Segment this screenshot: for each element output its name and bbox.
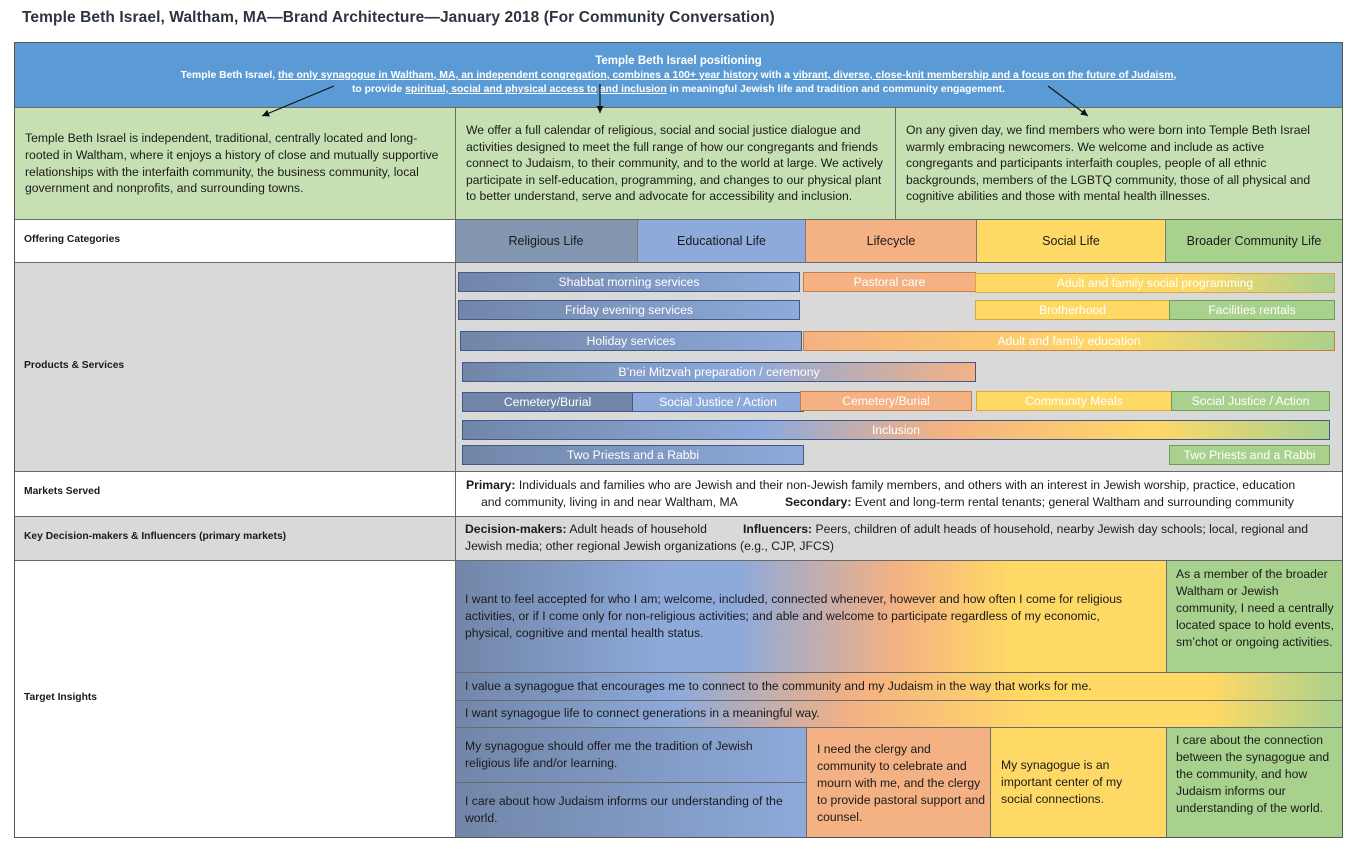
category-lifecycle: Lifecycle [806, 219, 977, 262]
insight-member: As a member of the broader Waltham or Jewish community, I need a centrally located space to hold events, sm’chot or ongoing activities. [1176, 567, 1334, 649]
row-label-decision: Key Decision-makers & Influencers (primary markets) [24, 531, 287, 542]
product-cemetery-burial-lifecycle: Cemetery/Burial [800, 391, 972, 411]
gridline [15, 262, 1342, 263]
positioning-history-link: the only synagogue in Waltham, MA, an independent congregation, combines a 100+ year history [278, 70, 758, 81]
product-social-justice-community: Social Justice / Action [1171, 391, 1330, 411]
insight-clergy: I need the clergy and community to celebrate and mourn with me, and the clergy to provide pastoral support and counsel. [817, 742, 986, 824]
product-adult-family-education: Adult and family education [803, 331, 1335, 351]
category-religious-life: Religious Life [455, 219, 638, 262]
product-facilities-rentals: Facilities rentals [1169, 300, 1335, 320]
row-label-markets: Markets Served [24, 486, 101, 497]
pillar-community: On any given day, we find members who were born into Temple Beth Israel warmly embracing newcomers. We welcome and include as active congregants and participants interfaith couples, people of all ethnic backgrounds, members of the LGBTQ community, those of all physical and cognitive abilities and those with mental health illnesses. [896, 108, 1342, 219]
markets-primary-label: Primary: [466, 478, 516, 492]
insight-value: I value a synagogue that encourages me to connect to the community and my Judaism in the way that works for me. [465, 679, 1092, 693]
product-shabbat-morning-services: Shabbat morning services [458, 272, 800, 292]
insight-informs: I care about how Judaism informs our understanding of the world. [465, 794, 783, 825]
positioning-text: , [1173, 70, 1177, 81]
insight-tradition: My synagogue should offer me the tradition of Jewish religious life and/or learning. [465, 739, 753, 770]
gridline [455, 782, 806, 783]
positioning-heading: Temple Beth Israel positioning [595, 55, 762, 67]
gridline [455, 727, 1342, 728]
gridline [1166, 728, 1167, 837]
page-title: Temple Beth Israel, Waltham, MA—Brand Architecture—January 2018 (For Community Conversation) [22, 9, 775, 26]
decision-makers [465, 521, 707, 538]
gridline [455, 108, 456, 837]
gridline [15, 560, 1342, 561]
product-holiday-services: Holiday services [460, 331, 802, 351]
category-broader-community-life: Broader Community Life [1166, 219, 1342, 262]
decision-makers-text: Adult heads of household [566, 522, 707, 536]
positioning-text: Temple Beth Israel, [180, 70, 279, 81]
positioning-line-2 [15, 84, 1342, 95]
influencers-continued: Jewish media; other regional Jewish organizations (e.g., CJP, JFCS) [465, 539, 834, 553]
gridline [455, 672, 1342, 673]
product-adult-family-social-programming: Adult and family social programming [975, 273, 1335, 293]
markets-secondary [785, 494, 1294, 511]
product-two-priests-rabbi-left: Two Priests and a Rabbi [462, 445, 804, 465]
insight-accepted: I want to feel accepted for who I am; welcome, included, connected whenever, however and how often I come for religious activities, or if I come only for non-religious activities; and able and welcome to participate regardless of my economic, physical, cognitive and mental health status. [465, 592, 1123, 640]
decision-makers-label: Decision-makers: [465, 522, 567, 536]
row-label-products: Products & Services [24, 360, 125, 371]
positioning-banner [15, 43, 1342, 107]
positioning-text: in meaningful Jewish life and tradition and community engagement. [666, 84, 1006, 95]
gridline [15, 471, 1342, 472]
gridline [895, 108, 896, 219]
product-community-meals: Community Meals [976, 391, 1172, 411]
product-brotherhood: Brotherhood [975, 300, 1170, 320]
markets-primary-text: Individuals and families who are Jewish and their non-Jewish family members, and others with an interest in Jewish worship, practice, education [515, 478, 1296, 492]
insight-center: My synagogue is an important center of my social connections. [1001, 758, 1123, 806]
gridline [806, 728, 807, 837]
product-friday-evening-services: Friday evening services [458, 300, 800, 320]
positioning-access-link: spiritual, social and physical access to [405, 84, 597, 95]
product-pastoral-care: Pastoral care [803, 272, 976, 292]
row-label-offering: Offering Categories [24, 234, 121, 245]
pillar-heritage: Temple Beth Israel is independent, traditional, centrally located and long-rooted in Waltham, where it enjoys a history of close and mutually supportive relationships with the interfaith community, the business community, local government and nonprofits, and surrounding towns. [15, 108, 455, 219]
gridline [455, 700, 1342, 701]
row-label-insights: Target Insights [24, 692, 98, 703]
positioning-inclusion-link: and inclusion [599, 84, 667, 95]
positioning-text: with a [757, 70, 793, 81]
product-cemetery-burial-religious: Cemetery/Burial [462, 392, 633, 412]
gridline [15, 107, 1342, 108]
gridline [15, 516, 1342, 517]
pillar-offerings: We offer a full calendar of religious, social and social justice dialogue and activities designed to meet the full range of how our congregants and friends connect to Judaism, to their community, and to the world at large. We actively participate in self-education, programming, and changes to our physical plant to better understand, serve and advocate for accessibility and inclusion. [456, 108, 895, 219]
category-educational-life: Educational Life [638, 219, 806, 262]
insight-connection: I care about the connection between the synagogue and the community, and how Judaism informs our understanding of the world. [1176, 733, 1330, 815]
markets-primary-continued: and community, living in and near Waltham, MA [481, 495, 738, 509]
product-inclusion: Inclusion [462, 420, 1330, 440]
positioning-text: to provide [351, 84, 406, 95]
influencers [743, 521, 1308, 538]
markets-primary [466, 477, 1336, 494]
influencers-label: Influencers: [743, 522, 813, 536]
gridline [990, 728, 991, 837]
gridline [15, 219, 1342, 220]
category-social-life: Social Life [977, 219, 1166, 262]
markets-secondary-text: Event and long-term rental tenants; general Waltham and surrounding community [851, 495, 1294, 509]
positioning-line-1 [15, 70, 1342, 81]
positioning-membership-link: vibrant, diverse, close-knit membership and a focus on the future of Judaism [792, 70, 1174, 81]
product-two-priests-rabbi-right: Two Priests and a Rabbi [1169, 445, 1330, 465]
markets-secondary-label: Secondary: [785, 495, 852, 509]
product-bnei-mitzvah: B’nei Mitzvah preparation / ceremony [462, 362, 976, 382]
influencers-text: Peers, children of adult heads of household, nearby Jewish day schools; local, regional and [812, 522, 1309, 536]
product-social-justice-educational: Social Justice / Action [632, 392, 804, 412]
insight-generations: I want synagogue life to connect generations in a meaningful way. [465, 706, 820, 720]
